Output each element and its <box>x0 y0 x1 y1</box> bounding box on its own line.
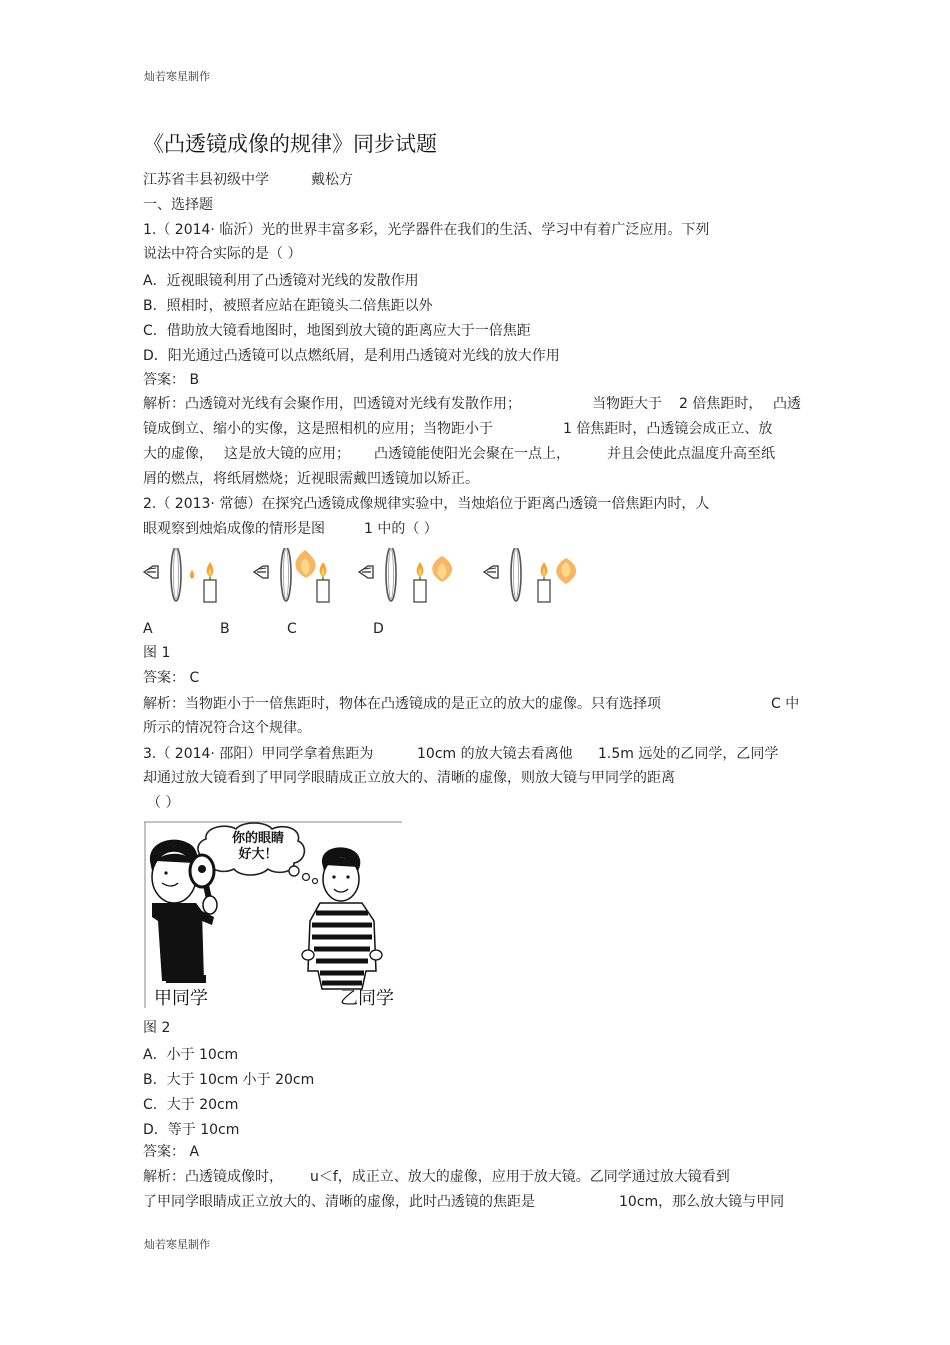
q1-analysis-l3c: 凸透镜能使阳光会聚在一点上， <box>374 446 570 462</box>
speech-bubble-line1: 你的眼睛 <box>231 831 284 846</box>
q2-answer: 答案： C <box>143 670 200 686</box>
q3-stem-line1a: 3.（ 2014· 邵阳）甲同学拿着焦距为 <box>143 746 374 762</box>
q3-analysis-l2b: 10cm，那么放大镜与甲同 <box>619 1194 785 1210</box>
figure-1-setup-d <box>484 548 576 602</box>
q2-stem-line2a: 眼观察到烛焰成像的情形是图 <box>143 521 325 537</box>
q1-option-c: C．借助放大镜看地图时，地图到放大镜的距离应大于一倍焦距 <box>143 323 531 339</box>
page-title: 《凸透镜成像的规律》同步试题 <box>143 132 437 156</box>
figure-1-setup-a <box>144 548 216 602</box>
q1-analysis-l4: 屑的燃点，将纸屑燃烧；近视眼需戴凹透镜加以矫正。 <box>143 471 479 487</box>
q1-analysis-l2b: 1 倍焦距时，凸透镜会成正立、放 <box>563 421 773 437</box>
q1-analysis-l1a: 解析：凸透镜对光线有会聚作用，凹透镜对光线有发散作用； <box>143 396 521 412</box>
q3-analysis-l2a: 了甲同学眼睛成正立放大的、清晰的虚像，此时凸透镜的焦距是 <box>143 1194 535 1210</box>
person-a-drawing <box>150 840 217 983</box>
q1-analysis-l1c: 2 倍焦距时， <box>679 396 763 412</box>
figure-1-label-c: C <box>287 621 297 637</box>
q2-analysis-l1b: C 中 <box>771 696 800 712</box>
figure-2-caption: 图 2 <box>143 1020 171 1036</box>
author-school: 江苏省丰县初级中学 <box>143 172 269 188</box>
q3-option-b: B．大于 10cm 小于 20cm <box>143 1072 315 1088</box>
page-footer: 灿若寒星制作 <box>144 1238 210 1251</box>
q3-analysis-l1a: 解析：凸透镜成像时， <box>143 1169 283 1185</box>
q2-analysis-l2: 所示的情况符合这个规律。 <box>143 720 311 736</box>
page-header: 灿若寒星制作 <box>144 70 210 83</box>
q1-option-a: A．近视眼镜利用了凸透镜对光线的发散作用 <box>143 273 419 289</box>
speech-bubble-text <box>208 831 308 863</box>
figure-1-setup-c <box>359 548 452 602</box>
author-name: 戴松方 <box>311 172 353 188</box>
q2-stem-line2b: 1 中的（ ） <box>364 521 438 537</box>
section-heading: 一、选择题 <box>143 197 213 213</box>
q1-option-d: D．阳光通过凸透镜可以点燃纸屑，是利用凸透镜对光线的放大作用 <box>143 348 560 364</box>
figure-2 <box>144 821 402 1008</box>
q1-stem-line2: 说法中符合实际的是（ ） <box>143 246 302 262</box>
speech-bubble-line2: 好大！ <box>238 847 278 862</box>
q3-stem-line3: （ ） <box>147 795 180 811</box>
person-b-drawing <box>302 847 382 989</box>
q3-stem-line1c: 1.5m 远处的乙同学，乙同学 <box>598 746 779 762</box>
figure-1-label-b: B <box>220 621 230 637</box>
figure-1-label-d: D <box>373 621 384 637</box>
q3-option-c: C．大于 20cm <box>143 1097 239 1113</box>
q3-analysis-l1b: u＜f，成正立、放大的虚像，应用于放大镜。乙同学通过放大镜看到 <box>310 1169 730 1185</box>
q1-option-b: B．照相时，被照者应站在距镜头二倍焦距以外 <box>143 298 433 314</box>
figure-1-setup-b <box>254 548 329 602</box>
figure-1 <box>140 548 590 610</box>
q1-analysis-l1d: 凸透 <box>773 396 801 412</box>
q1-analysis-l1b: 当物距大于 <box>592 396 662 412</box>
figure-1-caption: 图 1 <box>143 645 171 661</box>
figure-1-label-a: A <box>143 621 153 637</box>
q1-analysis-l3b: 这是放大镜的应用； <box>224 446 350 462</box>
q3-stem-line1b: 10cm 的放大镜去看离他 <box>417 746 573 762</box>
q3-answer: 答案： A <box>143 1144 200 1160</box>
q1-analysis-l3a: 大的虚像， <box>143 446 213 462</box>
q1-stem-line1: 1.（ 2014· 临沂）光的世界丰富多彩，光学器件在我们的生活、学习中有着广泛应用。下列 <box>143 222 710 238</box>
q3-option-a: A．小于 10cm <box>143 1047 239 1063</box>
q1-analysis-l3d: 并且会使此点温度升高至纸 <box>607 446 775 462</box>
q2-stem-line1: 2.（ 2013· 常德）在探究凸透镜成像规律实验中，当烛焰位于距离凸透镜一倍焦距内时，人 <box>143 496 710 512</box>
q3-option-d: D．等于 10cm <box>143 1122 240 1138</box>
q2-analysis-l1a: 解析：当物距小于一倍焦距时，物体在凸透镜成的是正立的放大的虚像。只有选择项 <box>143 696 661 712</box>
person-a-label: 甲同学 <box>154 988 208 1009</box>
person-b-label: 乙同学 <box>340 988 394 1009</box>
q3-stem-line2: 却通过放大镜看到了甲同学眼睛成正立放大的、清晰的虚像，则放大镜与甲同学的距离 <box>143 770 675 786</box>
q1-answer: 答案： B <box>143 372 200 388</box>
q1-analysis-l2a: 镜成倒立、缩小的实像，这是照相机的应用；当物距小于 <box>143 421 493 437</box>
